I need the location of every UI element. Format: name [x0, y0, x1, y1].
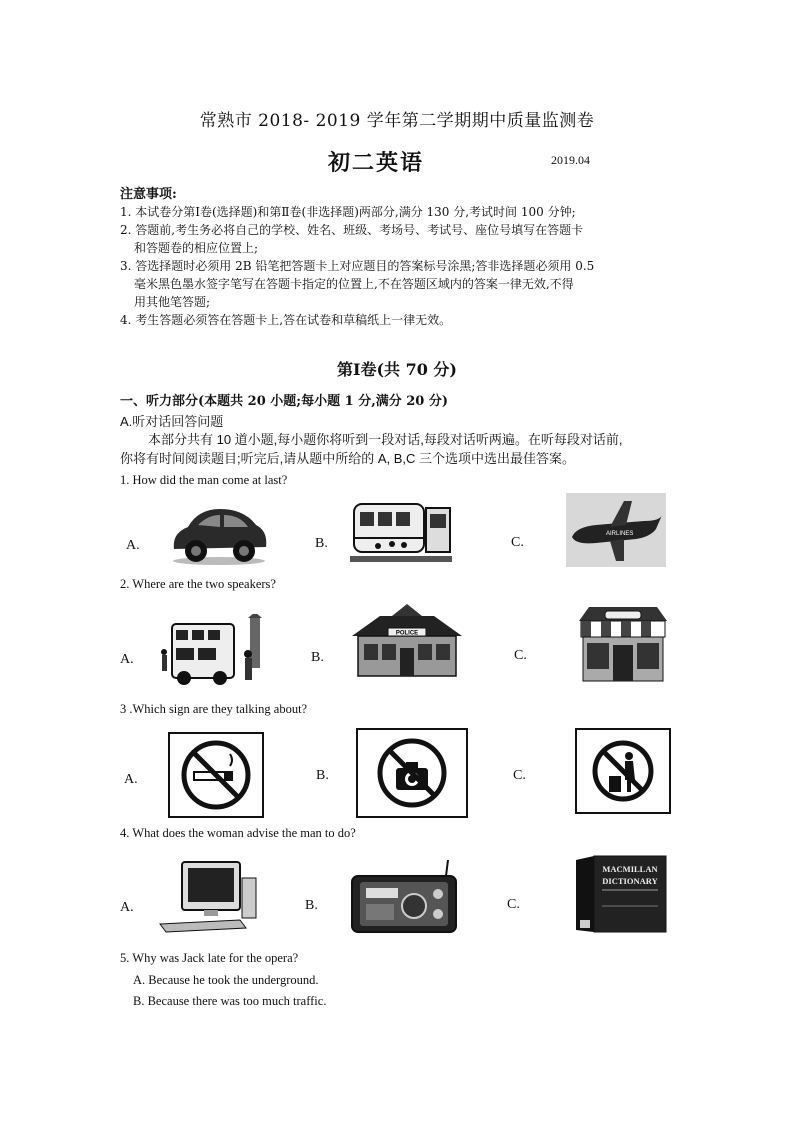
question-1: 1. How did the man come at last? — [120, 473, 288, 487]
section-heading: 一、听力部分(本题共 20 小题;每小题 1 分,满分 20 分) — [120, 394, 449, 409]
subsection-heading: A.听对话回答问题 — [120, 414, 224, 429]
notice-item: 和答题卷的相应位置上; — [134, 241, 259, 255]
bus-street-icon — [158, 614, 272, 688]
listening-instructions: 本部分共有 10 道小题,每小题你将听到一段对话,每段对话听两遍。在听每段对话前, 你将有时间阅读题目;听完后,请从题中所给的 A, B,C 三个选项中选出最佳答案。 — [120, 432, 623, 466]
notice-item: 4. 考生答题必须答在答题卡上,答在试卷和草稿纸上一律无效。 — [120, 313, 452, 327]
book-title-text: DICTIONARY — [602, 876, 658, 886]
no-photography-sign-icon — [356, 728, 468, 818]
notice-item: 3. 答选择题时必须用 2B 铅笔把答题卡上对应题目的答案标号涂黑;答非选择题必须用 0.5 — [120, 259, 595, 273]
exam-title: 常熟市 2018- 2019 学年第二学期期中质量监测卷 — [199, 111, 595, 131]
question-4: 4. What does the woman advise the man to do? — [120, 826, 356, 840]
radio-icon — [350, 860, 460, 934]
part-title: 第Ⅰ卷(共 70 分) — [336, 360, 458, 379]
subject-title: 初二英语 — [328, 150, 425, 176]
notice-item: 1. 本试卷分第Ⅰ卷(选择题)和第Ⅱ卷(非选择题)两部分,满分 130 分,考试时间 100 分钟; — [120, 205, 576, 219]
dictionary-icon — [572, 854, 670, 934]
no-littering-sign-icon — [575, 728, 671, 814]
q1-option-b-label: B. — [315, 536, 328, 551]
question-5: 5. Why was Jack late for the opera? — [120, 951, 299, 965]
train-icon — [348, 494, 454, 566]
notice-item: 毫米黑色墨水签字笔写在答题卡指定的位置上,不在答题区域内的答案一律无效,不得 — [134, 277, 574, 291]
q2-option-b-label: B. — [311, 650, 324, 665]
q3-option-a-label: A. — [124, 772, 138, 787]
q3-option-b-label: B. — [316, 768, 329, 783]
shop-icon — [577, 603, 669, 683]
plane-livery-text: AIRLINES — [606, 531, 634, 537]
no-smoking-sign-icon — [168, 732, 264, 818]
q4-option-b-label: B. — [305, 898, 318, 913]
q1-option-a-label: A. — [126, 538, 140, 553]
question-2: 2. Where are the two speakers? — [120, 577, 276, 591]
notice-heading: 注意事项: — [120, 187, 177, 202]
book-brand-text: MACMILLAN — [602, 864, 658, 874]
car-icon — [168, 503, 270, 565]
q3-option-c-label: C. — [513, 768, 526, 783]
airplane-icon — [566, 493, 666, 567]
q1-option-c-label: C. — [511, 535, 524, 550]
q4-option-c-label: C. — [507, 897, 520, 912]
q4-option-a-label: A. — [120, 900, 134, 915]
computer-icon — [156, 858, 260, 936]
q5-choice-a[interactable]: A. Because he took the underground. — [133, 973, 319, 987]
exam-date: 2019.04 — [551, 153, 590, 167]
police-sign-text: POLICE — [395, 630, 419, 637]
question-3: 3 .Which sign are they talking about? — [120, 702, 308, 716]
police-station-icon — [350, 602, 464, 678]
notice-list — [120, 203, 680, 329]
q2-option-a-label: A. — [120, 652, 134, 667]
q5-choice-b[interactable]: B. Because there was too much traffic. — [133, 994, 327, 1008]
notice-item: 用其他笔答题; — [134, 295, 211, 309]
notice-item: 2. 答题前,考生务必将自己的学校、姓名、班级、考场号、考试号、座位号填写在答题卡 — [120, 223, 584, 237]
q2-option-c-label: C. — [514, 648, 527, 663]
